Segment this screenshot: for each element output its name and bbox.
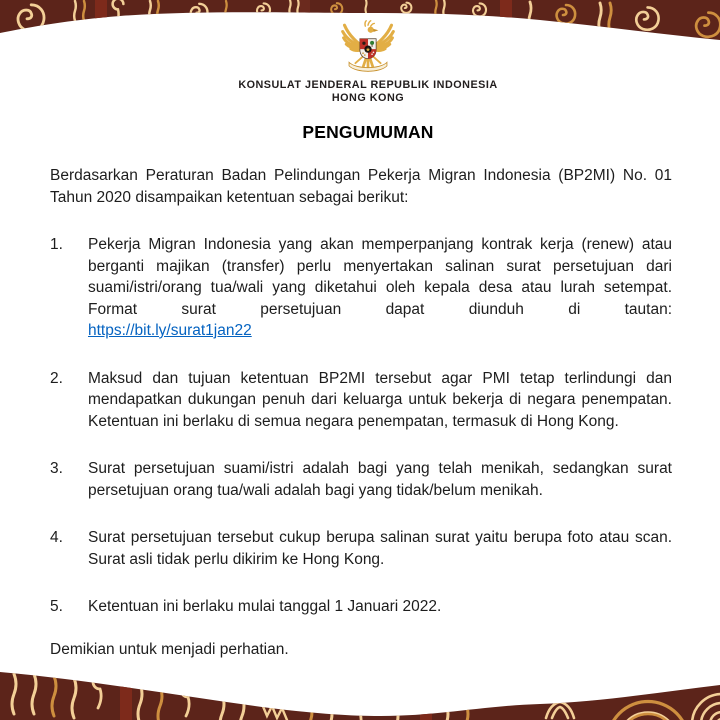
svg-text:★: ★: [365, 47, 371, 54]
list-number: 5.: [50, 598, 63, 615]
page-title: PENGUMUMAN: [302, 122, 434, 142]
batik-border-bottom-decoration: [0, 662, 720, 720]
list-item-1: [50, 234, 672, 342]
intro-paragraph: Berdasarkan Peraturan Badan Pelindungan Pekerja Migran Indonesia (BP2MI) No. 01 Tahun 2020 disampaikan ketentuan sebagai berikut:: [50, 167, 672, 206]
list-number: 3.: [50, 460, 63, 477]
org-location: HONG KONG: [331, 92, 405, 104]
list-item-text: Surat persetujuan suami/istri adalah bagi yang telah menikah, sedangkan surat persetujuan orang tua/wali adalah bagi yang tidak/belum menikah.: [88, 460, 672, 499]
list-number: 4.: [50, 529, 63, 546]
closing-paragraph: Demikian untuk menjadi perhatian.: [50, 640, 289, 658]
list-item-3: [50, 458, 672, 501]
list-item-text: Ketentuan ini berlaku mulai tanggal 1 Januari 2022.: [88, 598, 442, 615]
list-item-4: [50, 527, 672, 570]
list-item-text: Surat persetujuan tersebut cukup berupa salinan surat yaitu berupa foto atau scan. Surat asli tidak perlu dikirim ke Hong Kong.: [88, 529, 672, 568]
surat-persetujuan-link[interactable]: https://bit.ly/surat1jan22: [88, 322, 252, 339]
list-item-text: Maksud dan tujuan ketentuan BP2MI tersebut agar PMI tetap terlindungi dan mendapatkan dukungan penuh dari keluarga untuk bekerja di negara penempatan. Ketentuan ini berlaku di semua negara penempatan, termasuk di Hong Kong.: [88, 369, 672, 430]
list-number: 1.: [50, 236, 63, 253]
list-item-text: [88, 234, 672, 342]
list-item-1-text: Pekerja Migran Indonesia yang akan memperpanjang kontrak kerja (renew) atau berganti majikan (transfer) perlu menyertakan salinan surat persetujuan dari suami/istri/orang tua/wali yang diketahui oleh kepala desa atau lurah setempat. Format surat persetujuan dapat diunduh di tautan:: [88, 236, 672, 318]
garuda-pancasila-emblem-icon: [340, 18, 396, 79]
list-item-2: [50, 368, 672, 433]
list-item-5: [50, 596, 672, 618]
letterhead: [64, 12, 672, 105]
org-name: KONSULAT JENDERAL REPUBLIK INDONESIA: [238, 79, 498, 91]
list-number: 2.: [50, 369, 63, 387]
